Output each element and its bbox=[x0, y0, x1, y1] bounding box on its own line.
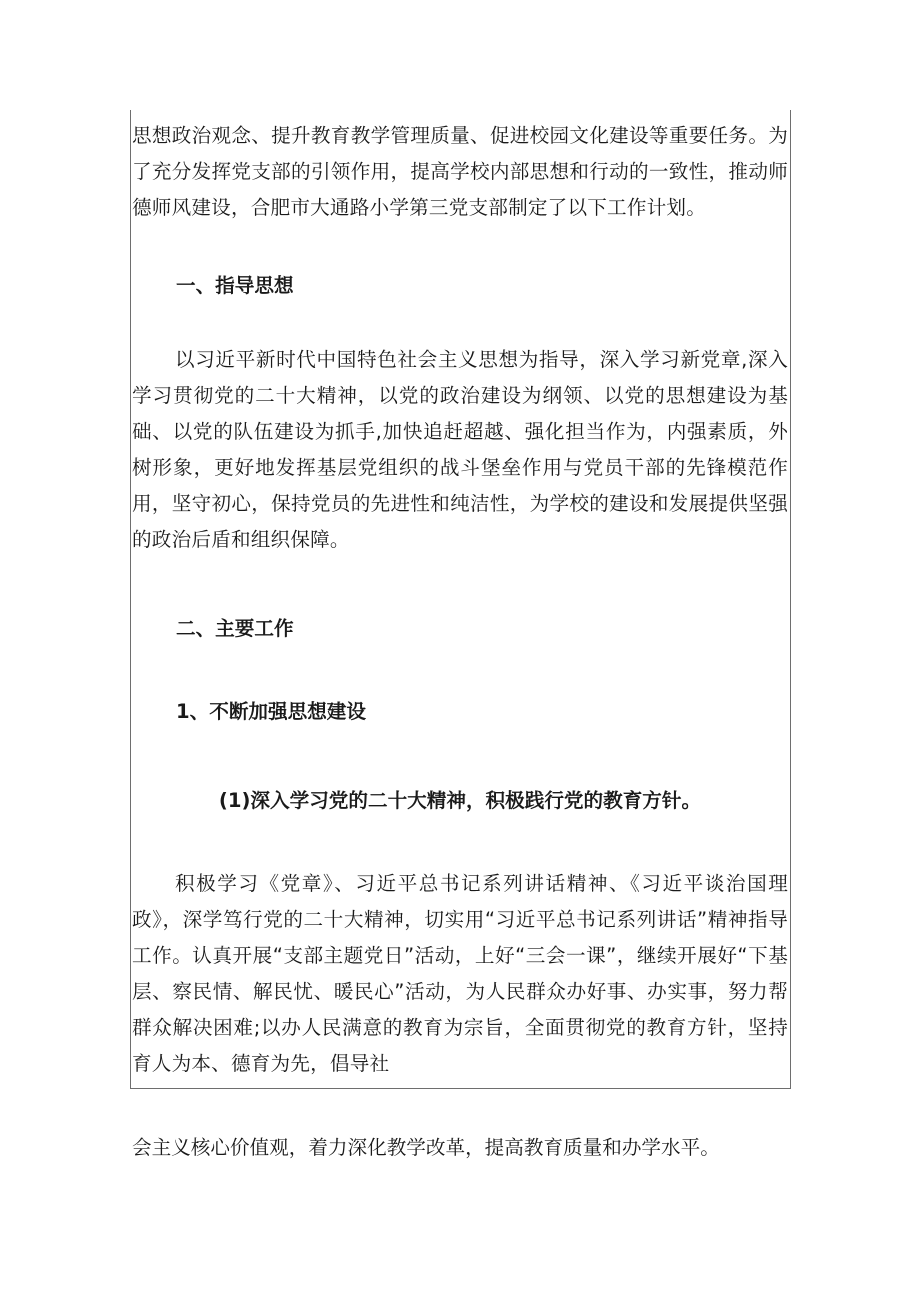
guiding-ideology-paragraph: 以习近平新时代中国特色社会主义思想为指导，深入学习新党章,深入学习贯彻党的二十大精神，以党的政治建设为纲领、以党的思想建设为基础、以党的队伍建设为抓手,加快追赶超越、强化担当作为，内强素质，外树形象，更好地发挥基层党组织的战斗堡垒作用与党员干部的先锋模范作用，坚守初心，保持党员的先进性和纯洁性，为学校的建设和发展提供坚强的政治后盾和组织保障。 bbox=[132, 348, 788, 551]
section-heading-main-work: 二、主要工作 bbox=[176, 617, 294, 640]
intro-paragraph: 思想政治观念、提升教育教学管理质量、促进校园文化建设等重要任务。为了充分发挥党支部的引领作用，提高学校内部思想和行动的一致性，推动师德师风建设，合肥市大通路小学第三党支部制定了以下工作计划。 bbox=[132, 124, 788, 219]
study-twentieth-congress-paragraph: 积极学习《党章》、习近平总书记系列讲话精神、《习近平谈治国理政》，深学笃行党的二十大精神，切实用“习近平总书记系列讲话”精神指导工作。认真开展“支部主题党日”活动，上好“三会一课”，继续开展好“下基层、察民情、解民忧、暖民心”活动，为人民群众办好事、办实事，努力帮群众解决困难;以办人民满意的教育为宗旨，全面贯彻党的教育方针，坚持育人为本、德育为先，倡导社 bbox=[132, 872, 788, 1075]
subsection-heading-ideological-building: 1、不断加强思想建设 bbox=[176, 700, 366, 723]
continuation-paragraph: 会主义核心价值观，着力深化教学改革，提高教育质量和办学水平。 bbox=[132, 1136, 720, 1159]
item-heading-study-twentieth-congress: (1)深入学习党的二十大精神，积极践行党的教育方针。 bbox=[218, 789, 702, 812]
section-heading-guiding-ideology: 一、指导思想 bbox=[176, 274, 294, 297]
